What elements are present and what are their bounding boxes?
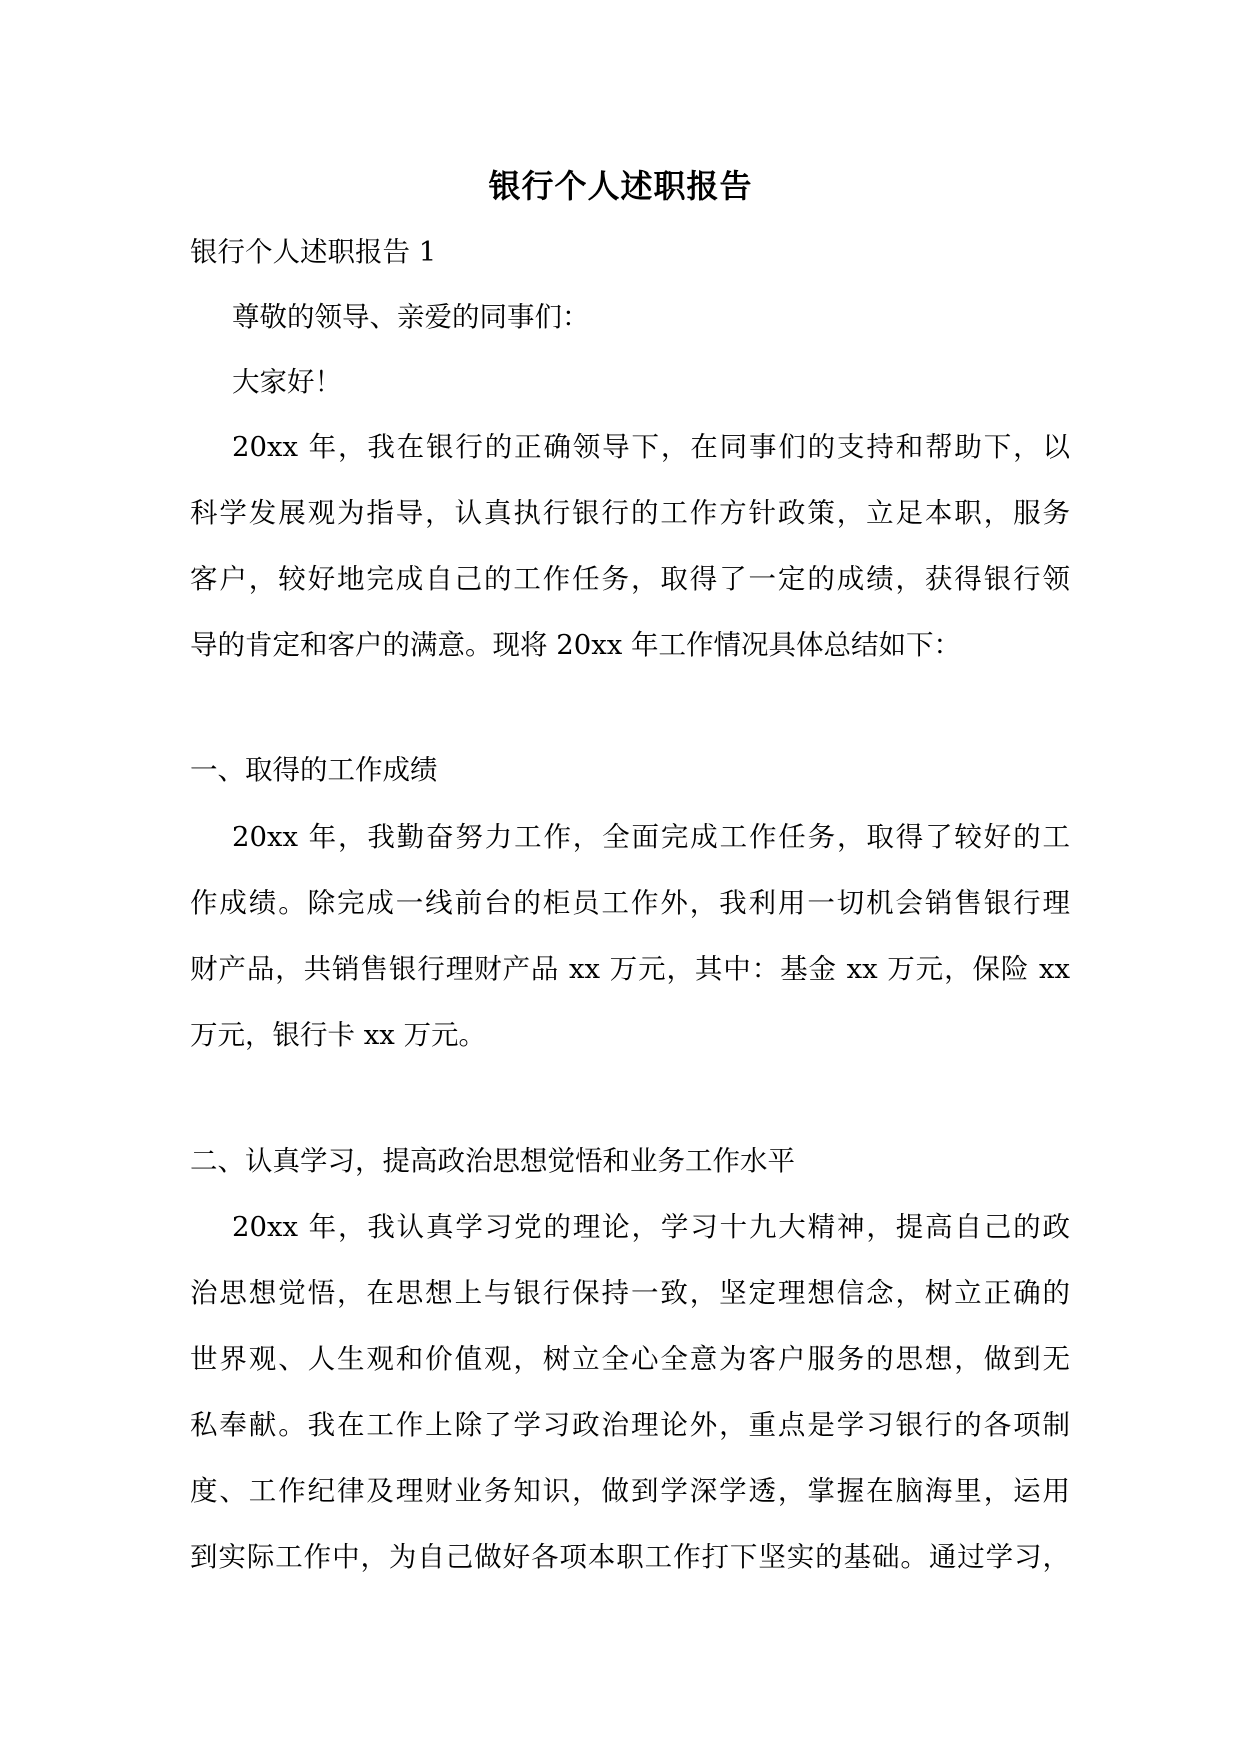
document-title: 银行个人述职报告 [488,167,753,205]
intro-line: 科学发展观为指导，认真执行银行的工作方针政策，立足本职，服务 [190,497,1070,529]
section-line: 财产品，共销售银行理财产品 xx 万元，其中：基金 xx 万元，保险 xx [190,953,1070,985]
section-heading: 一、取得的工作成绩 [190,754,438,786]
report-heading: 银行个人述职报告 1 [190,236,437,268]
section-line: 度、工作纪律及理财业务知识，做到学深学透，掌握在脑海里，运用 [190,1475,1070,1507]
intro-line: 客户，较好地完成自己的工作任务，取得了一定的成绩，获得银行领 [190,563,1070,595]
section-line: 万元，银行卡 xx 万元。 [190,1019,487,1051]
section-line: 世界观、人生观和价值观，树立全心全意为客户服务的思想，做到无 [190,1343,1070,1375]
greeting: 大家好！ [232,366,342,398]
section-line: 私奉献。我在工作上除了学习政治理论外，重点是学习银行的各项制 [190,1409,1070,1441]
intro-line: 导的肯定和客户的满意。现将 20xx 年工作情况具体总结如下： [190,629,961,661]
section-line: 到实际工作中，为自己做好各项本职工作打下坚实的基础。通过学习， [190,1541,1070,1573]
intro-line: 20xx 年，我在银行的正确领导下，在同事们的支持和帮助下，以 [232,431,1070,463]
section-heading: 二、认真学习，提高政治思想觉悟和业务工作水平 [190,1145,795,1177]
section-line: 治思想觉悟，在思想上与银行保持一致，坚定理想信念，树立正确的 [190,1277,1070,1309]
section-line: 20xx 年，我认真学习党的理论，学习十九大精神，提高自己的政 [232,1211,1070,1243]
section-line: 20xx 年，我勤奋努力工作，全面完成工作任务，取得了较好的工 [232,821,1070,853]
section-line: 作成绩。除完成一线前台的柜员工作外，我利用一切机会销售银行理 [190,887,1070,919]
salutation: 尊敬的领导、亲爱的同事们： [232,301,590,333]
